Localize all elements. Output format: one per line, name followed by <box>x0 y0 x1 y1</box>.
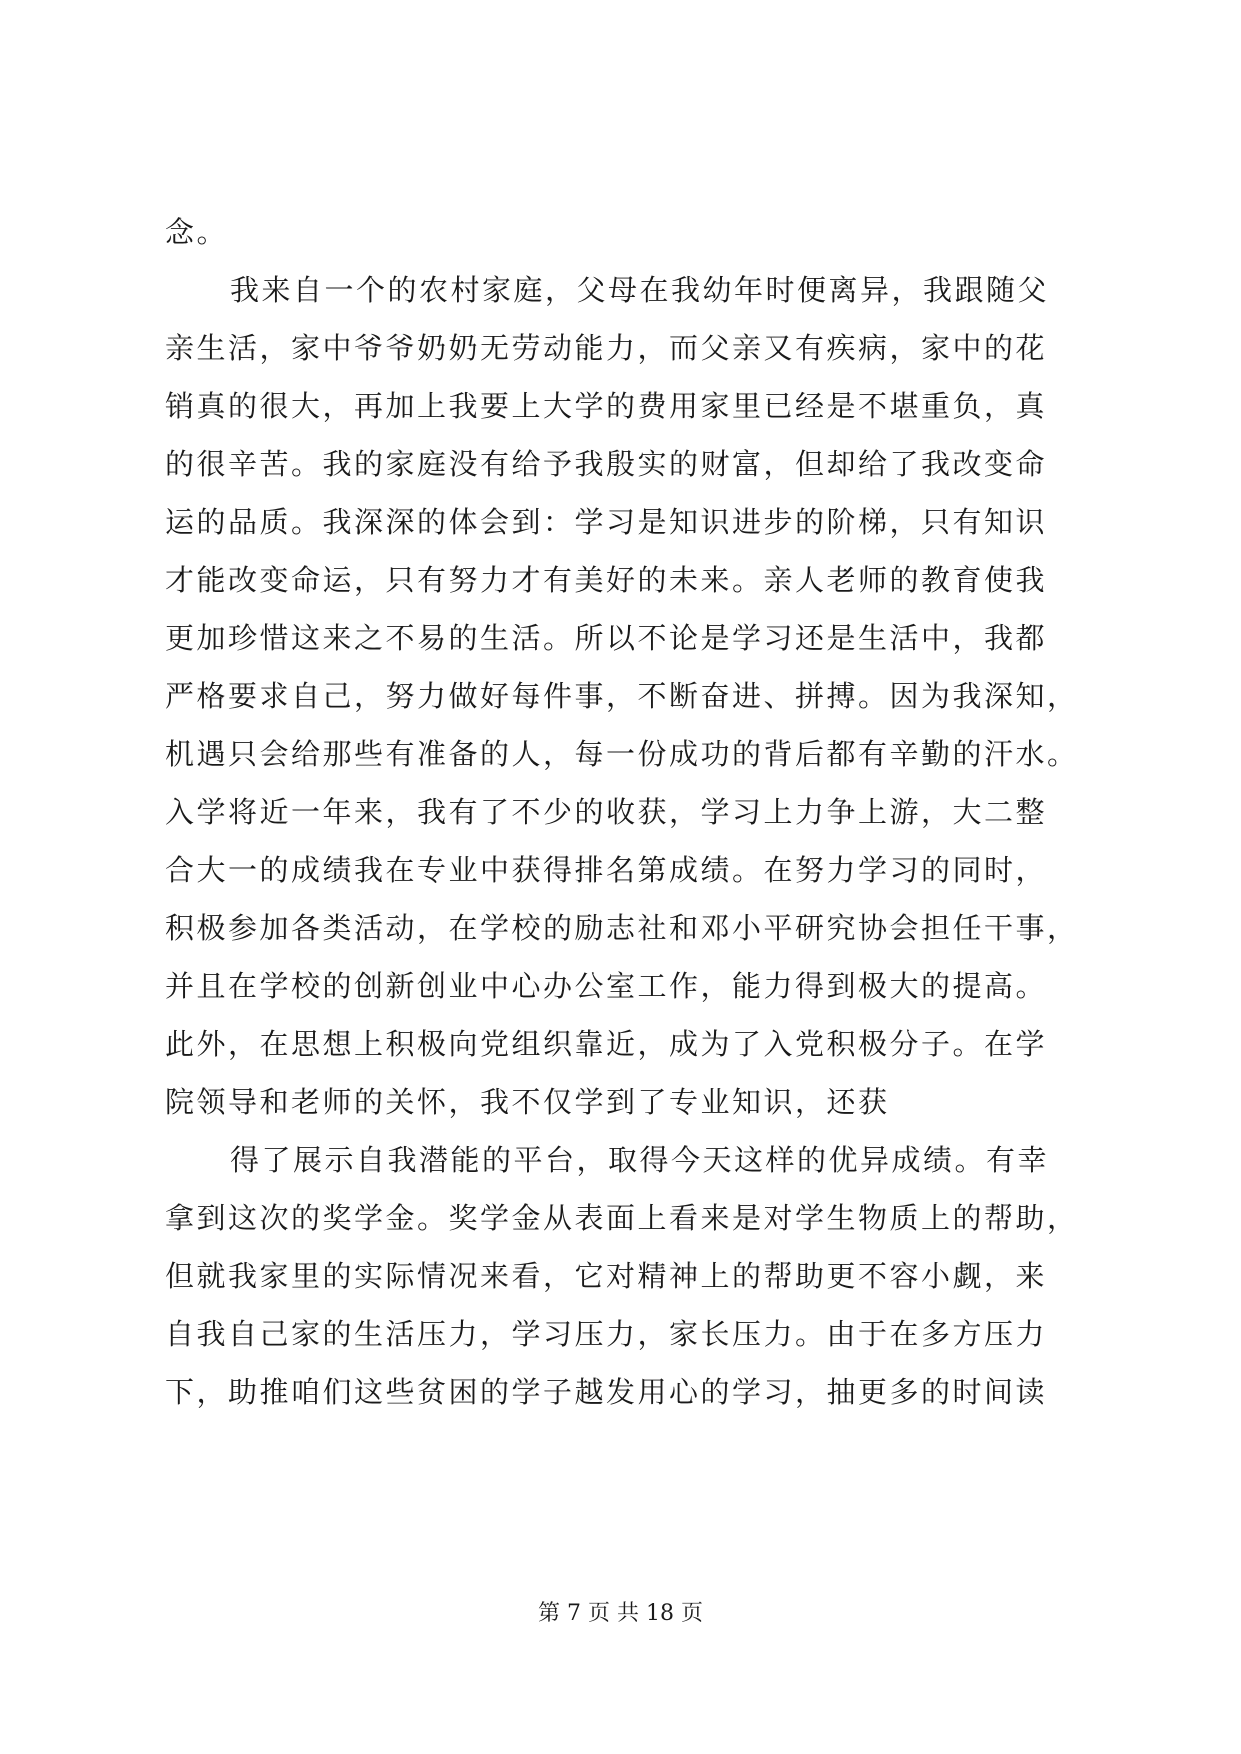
text-line: 的很辛苦。我的家庭没有给予我殷实的财富，但却给了我改变命 <box>165 447 1048 481</box>
text-line: 我来自一个的农村家庭，父母在我幼年时便离异，我跟随父 <box>230 273 1050 307</box>
text-line: 严格要求自己，努力做好每件事，不断奋进、拼搏。因为我深知， <box>165 679 1079 713</box>
text-line: 拿到这次的奖学金。奖学金从表面上看来是对学生物质上的帮助， <box>165 1201 1079 1235</box>
page-number-footer: 第 7 页 共 18 页 <box>538 1601 703 1626</box>
text-line: 念。 <box>165 215 229 249</box>
text-line: 自我自己家的生活压力，学习压力，家长压力。由于在多方压力 <box>165 1317 1048 1351</box>
text-line: 合大一的成绩我在专业中获得排名第成绩。在努力学习的同时， <box>165 853 1048 887</box>
text-line: 更加珍惜这来之不易的生活。所以不论是学习还是生活中，我都 <box>165 621 1048 655</box>
text-line: 并且在学校的创新创业中心办公室工作，能力得到极大的提高。 <box>165 969 1048 1003</box>
text-line: 入学将近一年来，我有了不少的收获，学习上力争上游，大二整 <box>165 795 1048 829</box>
text-line: 下，助推咱们这些贫困的学子越发用心的学习，抽更多的时间读 <box>165 1375 1048 1409</box>
text-line: 但就我家里的实际情况来看，它对精神上的帮助更不容小觑，来 <box>165 1259 1048 1293</box>
text-line: 销真的很大，再加上我要上大学的费用家里已经是不堪重负，真 <box>165 389 1048 423</box>
text-line: 亲生活，家中爷爷奶奶无劳动能力，而父亲又有疾病，家中的花 <box>165 331 1048 365</box>
text-line: 积极参加各类活动，在学校的励志社和邓小平研究协会担任干事， <box>165 911 1079 945</box>
text-line: 才能改变命运，只有努力才有美好的未来。亲人老师的教育使我 <box>165 563 1048 597</box>
text-line: 院领导和老师的关怀，我不仅学到了专业知识，还获 <box>165 1085 890 1119</box>
text-line: 机遇只会给那些有准备的人，每一份成功的背后都有辛勤的汗水。 <box>165 737 1079 771</box>
text-line: 得了展示自我潜能的平台，取得今天这样的优异成绩。有幸 <box>230 1143 1050 1177</box>
text-line: 运的品质。我深深的体会到：学习是知识进步的阶梯，只有知识 <box>165 505 1048 539</box>
text-line: 此外，在思想上积极向党组织靠近，成为了入党积极分子。在学 <box>165 1027 1048 1061</box>
